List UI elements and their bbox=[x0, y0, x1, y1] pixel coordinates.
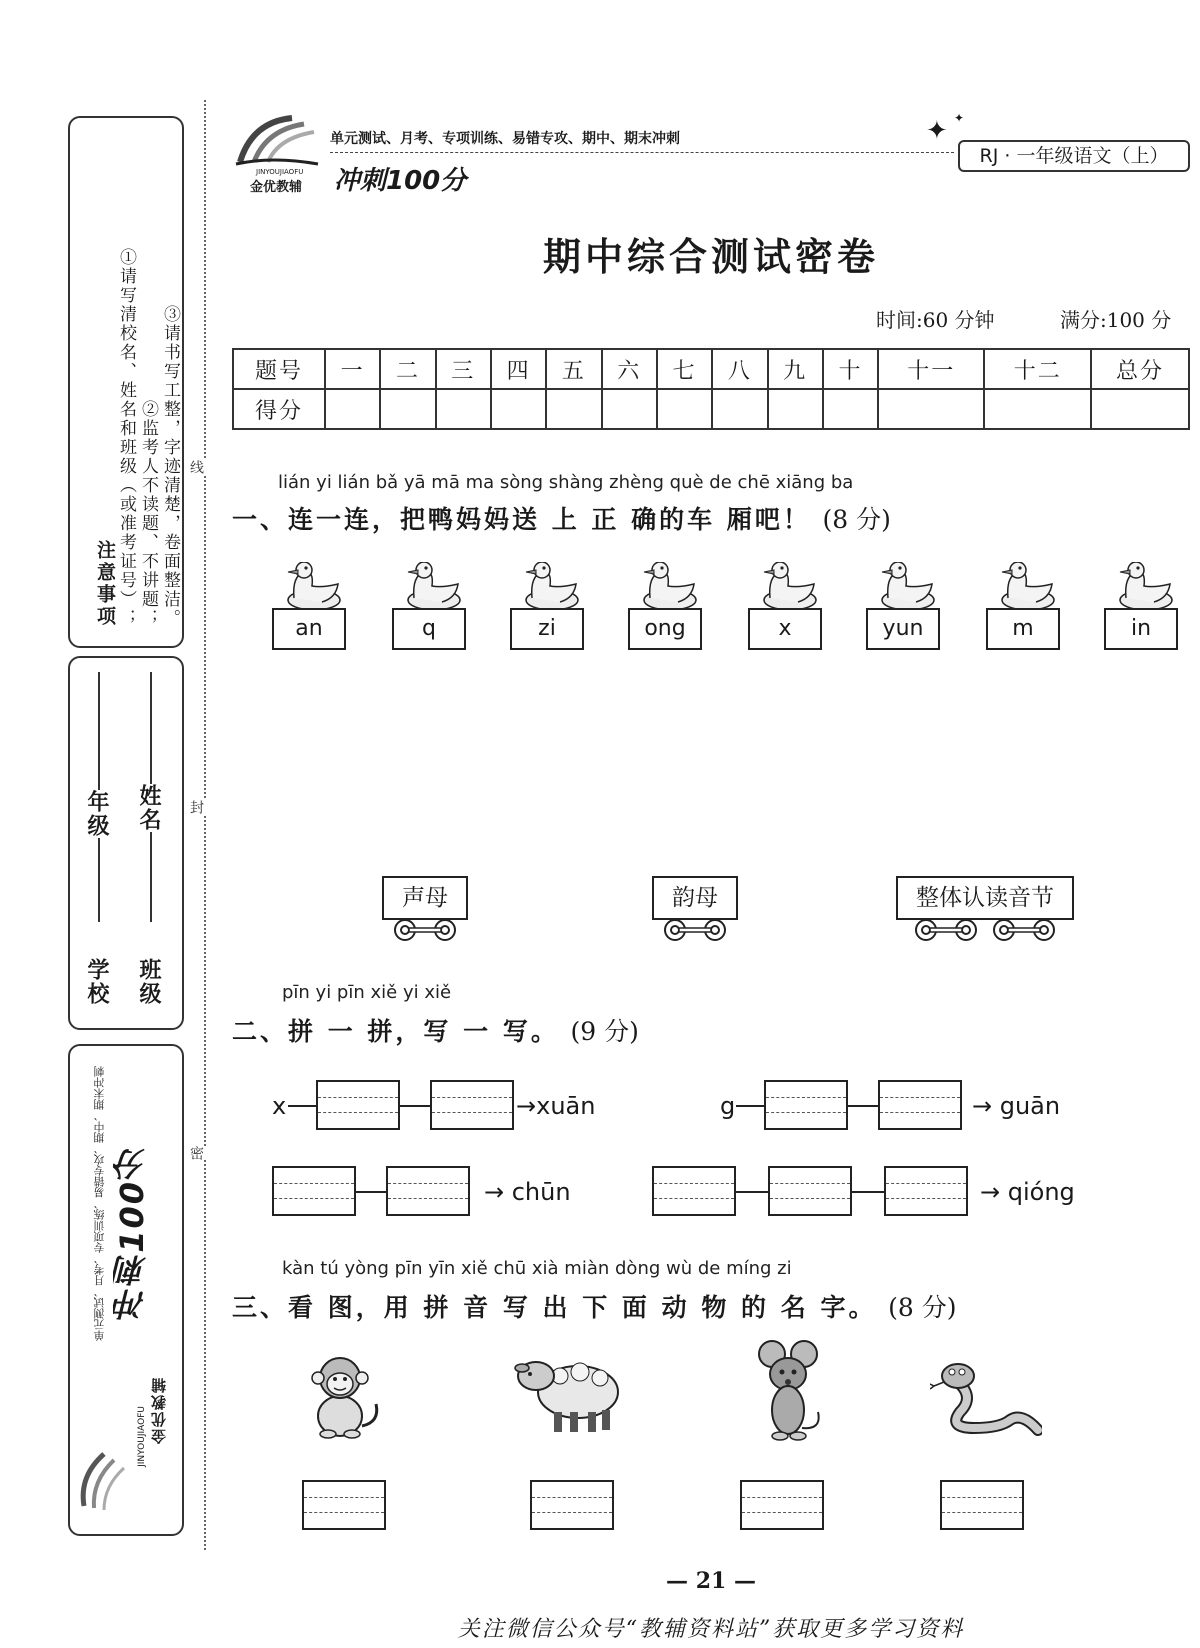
duck-target[interactable] bbox=[510, 562, 582, 650]
duck-target[interactable] bbox=[392, 562, 464, 650]
connector-line bbox=[400, 1105, 430, 1107]
cart-label: 声母 bbox=[382, 876, 468, 920]
q2-start-g: g bbox=[720, 1092, 736, 1120]
sparkle-icon: ✦ bbox=[926, 116, 948, 146]
sheep-icon bbox=[510, 1346, 628, 1438]
q1-title-text: 一、连一连，把鸭妈妈送 上 正 确的车 厢吧！ bbox=[232, 505, 811, 534]
duck-label: yun bbox=[866, 608, 940, 650]
score-cell[interactable] bbox=[984, 389, 1091, 429]
pinyin-write-box[interactable] bbox=[764, 1080, 848, 1130]
connector-line bbox=[288, 1105, 316, 1107]
score-cell[interactable] bbox=[712, 389, 767, 429]
class-label: 班级 bbox=[136, 958, 162, 1006]
score-cell[interactable] bbox=[380, 389, 435, 429]
table-header-cell: 五 bbox=[546, 349, 601, 389]
notice-label: 注意事项 bbox=[94, 540, 116, 628]
notice-line-1: ①请写清校名、姓名和班级（或准考证号）； bbox=[116, 248, 136, 628]
side-brand-slogan: 单元测试、月考、专项训练、易错专攻、期中、期末冲刺 bbox=[93, 1066, 106, 1341]
score-cell[interactable] bbox=[1091, 389, 1189, 429]
grade-subject-tag: RJ · 一年级语文（上） bbox=[958, 140, 1190, 172]
side-brand-logo: 金优教辅 bbox=[150, 1376, 168, 1444]
score-table bbox=[232, 348, 1190, 430]
duck-label: ong bbox=[628, 608, 702, 650]
score-cell[interactable] bbox=[602, 389, 657, 429]
q1-score: (8 分) bbox=[822, 505, 891, 534]
pinyin-write-box[interactable] bbox=[884, 1166, 968, 1216]
score-cell[interactable] bbox=[768, 389, 823, 429]
notice-line-3: ③请书写工整，字迹清楚，卷面整洁。 bbox=[160, 305, 180, 628]
q3-score: (8 分) bbox=[888, 1293, 957, 1322]
animal-name-box-monkey[interactable] bbox=[302, 1480, 386, 1530]
table-header-cell: 一 bbox=[325, 349, 380, 389]
notice-line-2: ②监考人不读题、不讲题； bbox=[138, 400, 158, 628]
student-info-box bbox=[68, 656, 184, 1030]
table-header-cell: 总分 bbox=[1091, 349, 1189, 389]
q2-start-x: x bbox=[272, 1092, 287, 1120]
pinyin-write-box[interactable] bbox=[272, 1166, 356, 1216]
duck-label: q bbox=[392, 608, 466, 650]
q2-result-xuan: →xuān bbox=[516, 1092, 596, 1120]
q1-title bbox=[232, 500, 891, 536]
table-header-cell: 十二 bbox=[984, 349, 1091, 389]
pinyin-write-box[interactable] bbox=[878, 1080, 962, 1130]
q2-title-text: 二、拼 一 拼，写 一 写。 bbox=[232, 1017, 559, 1046]
school-label: 学校 bbox=[84, 958, 110, 1006]
pinyin-write-box[interactable] bbox=[652, 1166, 736, 1216]
duck-icon bbox=[628, 562, 700, 610]
notice-box bbox=[68, 116, 184, 648]
score-cell[interactable] bbox=[546, 389, 601, 429]
header-logo-text: 金优教辅 bbox=[250, 180, 303, 195]
cut-line bbox=[204, 100, 206, 1550]
exam-full-score: 满分:100 分 bbox=[1060, 308, 1172, 332]
connector-line bbox=[736, 1191, 768, 1193]
promo-text: 关注微信公众号“教辅资料站”获取更多学习资料 bbox=[457, 1617, 965, 1642]
cut-mark-feng: 封 bbox=[188, 800, 204, 814]
duck-icon bbox=[748, 562, 820, 610]
score-cell[interactable] bbox=[878, 389, 984, 429]
duck-icon bbox=[392, 562, 464, 610]
q2-result-qiong: → qióng bbox=[980, 1178, 1075, 1206]
side-brand-logo-en: JINYOUJIAOFU bbox=[137, 1406, 147, 1467]
grade-label: 年级 bbox=[84, 790, 110, 838]
header-logo-icon bbox=[232, 112, 322, 172]
score-cell[interactable] bbox=[823, 389, 878, 429]
score-table-score-row bbox=[233, 389, 1189, 429]
duck-icon bbox=[866, 562, 938, 610]
duck-icon bbox=[272, 562, 344, 610]
table-header-cell: 题号 bbox=[233, 349, 325, 389]
connector-line bbox=[356, 1191, 386, 1193]
duck-target[interactable] bbox=[866, 562, 938, 650]
cart-yunmu[interactable] bbox=[652, 876, 738, 942]
cart-label: 韵母 bbox=[652, 876, 738, 920]
sparkle-small-icon: ✦ bbox=[954, 111, 965, 125]
q2-score: (9 分) bbox=[570, 1017, 639, 1046]
cart-shengmu[interactable] bbox=[382, 876, 468, 942]
duck-label: m bbox=[986, 608, 1060, 650]
duck-icon bbox=[1104, 562, 1176, 610]
header-dash-line bbox=[330, 152, 954, 153]
brand-box bbox=[68, 1044, 184, 1536]
header-brand: 冲刺100分 bbox=[334, 166, 467, 196]
cart-wheels-icon bbox=[382, 918, 468, 942]
animal-name-box-mouse[interactable] bbox=[740, 1480, 824, 1530]
cart-label: 整体认读音节 bbox=[896, 876, 1074, 920]
score-cell[interactable] bbox=[657, 389, 712, 429]
pinyin-write-box[interactable] bbox=[430, 1080, 514, 1130]
cart-zhengti-rendu[interactable] bbox=[896, 876, 1074, 942]
monkey-icon bbox=[300, 1346, 384, 1442]
q2-title bbox=[232, 1012, 639, 1048]
q3-title-text: 三、看 图，用 拼 音 写 出 下 面 动 物 的 名 字。 bbox=[232, 1293, 877, 1322]
table-header-cell: 九 bbox=[768, 349, 823, 389]
name-label: 姓名 bbox=[136, 784, 162, 832]
pinyin-write-box[interactable] bbox=[768, 1166, 852, 1216]
connector-line bbox=[848, 1105, 878, 1107]
duck-label: in bbox=[1104, 608, 1178, 650]
q1-pinyin: lián yi lián bǎ yā mā ma sòng shàng zhèng què de chē xiāng ba bbox=[278, 472, 854, 493]
duck-label: x bbox=[748, 608, 822, 650]
table-header-cell: 四 bbox=[491, 349, 546, 389]
duck-icon bbox=[986, 562, 1058, 610]
header-logo-en: JINYOUJIAOFU bbox=[256, 168, 304, 176]
pinyin-write-box[interactable] bbox=[386, 1166, 470, 1216]
exam-time: 时间:60 分钟 bbox=[876, 308, 995, 332]
snake-icon bbox=[930, 1358, 1042, 1442]
duck-target[interactable] bbox=[272, 562, 344, 650]
cart-wheels-icon bbox=[652, 918, 738, 942]
table-header-cell: 十一 bbox=[878, 349, 984, 389]
duck-label: zi bbox=[510, 608, 584, 650]
q3-title bbox=[232, 1288, 957, 1324]
duck-target[interactable] bbox=[748, 562, 820, 650]
duck-label: an bbox=[272, 608, 346, 650]
duck-target[interactable] bbox=[986, 562, 1058, 650]
table-header-cell: 三 bbox=[436, 349, 491, 389]
q2-result-chun: → chūn bbox=[484, 1178, 571, 1206]
pinyin-write-box[interactable] bbox=[316, 1080, 400, 1130]
score-row-label: 得分 bbox=[233, 389, 325, 429]
score-table-header-row bbox=[233, 349, 1189, 389]
header-slogan: 单元测试、月考、专项训练、易错专攻、期中、期末冲刺 bbox=[330, 131, 680, 147]
score-cell[interactable] bbox=[325, 389, 380, 429]
page-number: — 21 — bbox=[666, 1568, 756, 1594]
table-header-cell: 二 bbox=[380, 349, 435, 389]
table-header-cell: 六 bbox=[602, 349, 657, 389]
q2-pinyin: pīn yi pīn xiě yi xiě bbox=[282, 982, 452, 1003]
cut-mark-xian: 线 bbox=[188, 460, 204, 474]
duck-target[interactable] bbox=[1104, 562, 1176, 650]
connector-line bbox=[852, 1191, 884, 1193]
table-header-cell: 十 bbox=[823, 349, 878, 389]
animal-name-box-sheep[interactable] bbox=[530, 1480, 614, 1530]
side-logo-icon bbox=[74, 1446, 134, 1516]
q3-pinyin: kàn tú yòng pīn yīn xiě chū xià miàn dòng wù de míng zi bbox=[282, 1258, 792, 1279]
page-title: 期中综合测试密卷 bbox=[542, 234, 879, 279]
connector-line bbox=[736, 1105, 764, 1107]
q2-result-guan: → guān bbox=[972, 1092, 1061, 1120]
score-cell[interactable] bbox=[491, 389, 546, 429]
duck-icon bbox=[510, 562, 582, 610]
score-cell[interactable] bbox=[436, 389, 491, 429]
cut-mark-mi: 密 bbox=[188, 1146, 204, 1160]
duck-target[interactable] bbox=[628, 562, 700, 650]
animal-name-box-snake[interactable] bbox=[940, 1480, 1024, 1530]
cart-wheels-icon bbox=[896, 918, 1074, 942]
table-header-cell: 八 bbox=[712, 349, 767, 389]
table-header-cell: 七 bbox=[657, 349, 712, 389]
mouse-icon bbox=[752, 1338, 828, 1442]
side-brand-title: 冲刺100分 bbox=[113, 1146, 151, 1321]
